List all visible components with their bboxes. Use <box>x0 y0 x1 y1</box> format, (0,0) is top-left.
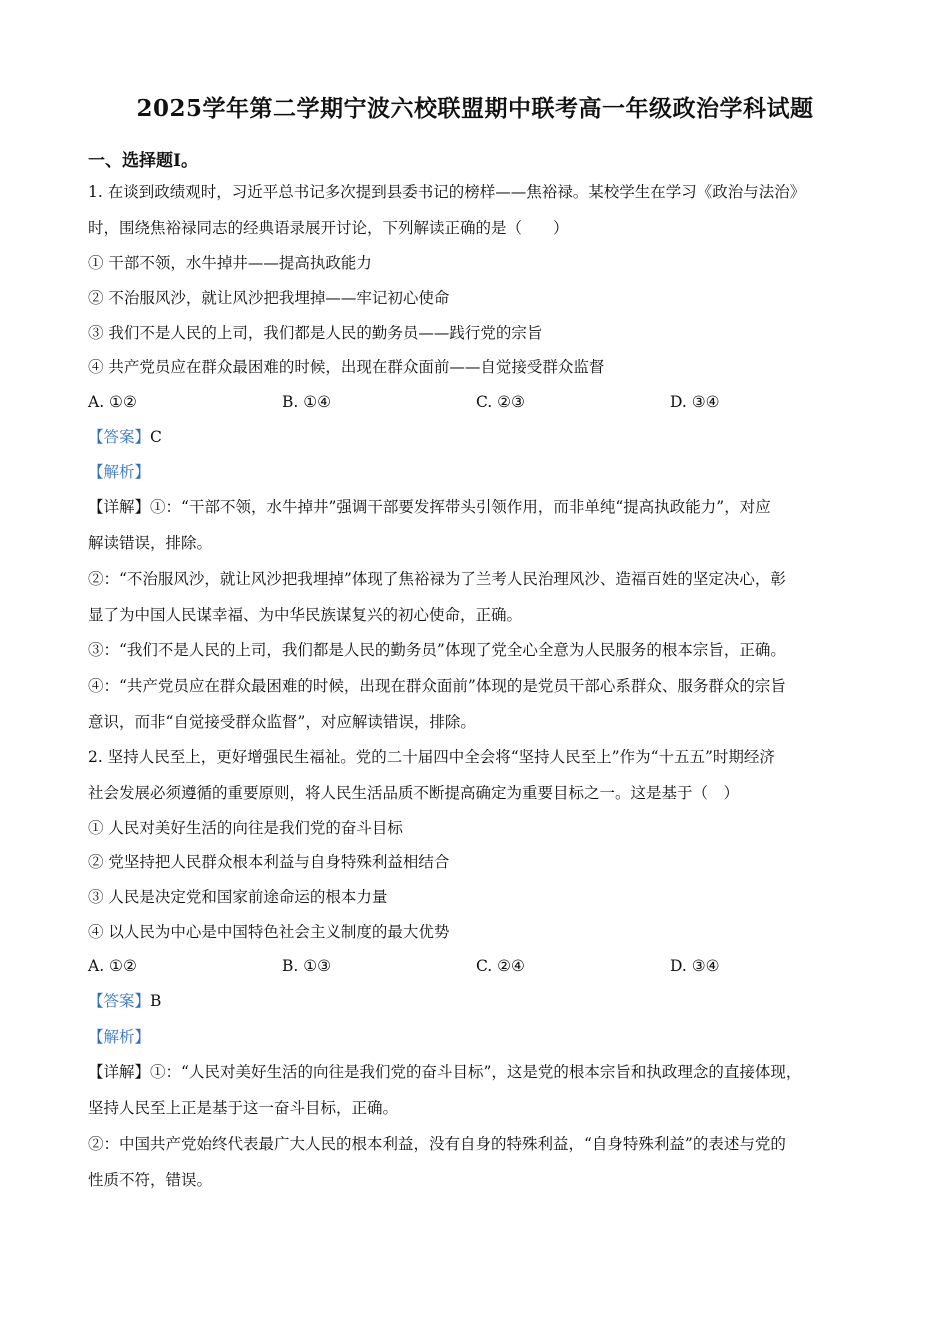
q1-detail-line6: ④：“共产党员应在群众最困难的时候，出现在群众面前”体现的是党员干部心系群众、服务群众的宗旨 <box>88 677 786 695</box>
answer-value: C <box>150 428 162 446</box>
q1-detail-line3: ②：“不治服风沙，就让风沙把我埋掉”体现了焦裕禄为了兰考人民治理风沙、造福百姓的坚定决心，彰 <box>88 570 786 588</box>
q2-analysis-tag: 【解析】 <box>88 1028 151 1046</box>
q1-answer <box>88 427 162 447</box>
q1-analysis-tag: 【解析】 <box>88 463 151 481</box>
q2-item-1: ① 人民对美好生活的向往是我们党的奋斗目标 <box>88 819 403 837</box>
detail-text: ①：“人民对美好生活的向往是我们党的奋斗目标”，这是党的根本宗旨和执政理念的直接体现， <box>150 1063 802 1081</box>
answer-value: B <box>150 992 162 1010</box>
q1-item-3: ③ 我们不是人民的上司，我们都是人民的勤务员——践行党的宗旨 <box>88 324 543 342</box>
q2-detail-line2: 坚持人民至上正是基于这一奋斗目标，正确。 <box>88 1099 399 1117</box>
page-title: 2025学年第二学期宁波六校联盟期中联考高一年级政治学科试题 <box>136 95 814 122</box>
q1-detail-line1 <box>88 497 771 517</box>
q1-option-b: B. ①④ <box>282 393 332 411</box>
q1-detail-line4: 显了为中国人民谋幸福、为中华民族谋复兴的初心使命，正确。 <box>88 606 523 624</box>
q1-option-d: D. ③④ <box>670 393 720 411</box>
q2-stem-line2: 社会发展必须遵循的重要原则，将人民生活品质不断提高确定为重要目标之一。这是基于（ ） <box>88 784 740 802</box>
q2-option-b: B. ①③ <box>282 957 332 975</box>
q1-item-2: ② 不治服风沙，就让风沙把我埋掉——牢记初心使命 <box>88 289 450 307</box>
answer-tag: 【答案】 <box>88 428 151 446</box>
detail-tag: 【详解】 <box>88 1063 151 1081</box>
q1-detail-line5: ③：“我们不是人民的上司，我们都是人民的勤务员”体现了党全心全意为人民服务的根本宗旨，正确。 <box>88 641 786 659</box>
q2-option-a: A. ①② <box>88 957 137 975</box>
q2-detail-line3: ②：中国共产党始终代表最广大人民的根本利益，没有自身的特殊利益，“自身特殊利益”的表述与党的 <box>88 1135 786 1153</box>
q1-item-1: ① 干部不领，水牛掉井——提高执政能力 <box>88 254 372 272</box>
q2-stem-line1: 2. 坚持人民至上，更好增强民生福祉。党的二十届四中全会将“坚持人民至上”作为“十五五”时期经济 <box>88 748 775 766</box>
q2-detail-line4: 性质不符，错误。 <box>88 1171 213 1189</box>
q2-item-3: ③ 人民是决定党和国家前途命运的根本力量 <box>88 888 388 906</box>
detail-text: ①：“干部不领，水牛掉井”强调干部要发挥带头引领作用，而非单纯“提高执政能力”，对应 <box>150 498 771 516</box>
q2-option-c: C. ②④ <box>476 957 525 975</box>
answer-tag: 【答案】 <box>88 992 151 1010</box>
q2-item-4: ④ 以人民为中心是中国特色社会主义制度的最大优势 <box>88 923 450 941</box>
q2-option-d: D. ③④ <box>670 957 720 975</box>
q2-item-2: ② 党坚持把人民群众根本利益与自身特殊利益相结合 <box>88 853 450 871</box>
detail-tag: 【详解】 <box>88 498 151 516</box>
section-heading: 一、选择题Ⅰ。 <box>88 151 198 171</box>
q1-item-4: ④ 共产党员应在群众最困难的时候，出现在群众面前——自觉接受群众监督 <box>88 358 605 376</box>
q1-option-a: A. ①② <box>88 393 137 411</box>
q1-option-c: C. ②③ <box>476 393 525 411</box>
q1-detail-line7: 意识，而非“自觉接受群众监督”，对应解读错误，排除。 <box>88 713 476 731</box>
q2-detail-line1 <box>88 1062 801 1082</box>
q2-answer <box>88 991 161 1011</box>
q1-detail-line2: 解读错误，排除。 <box>88 534 213 552</box>
q1-stem-line2: 时，围绕焦裕禄同志的经典语录展开讨论，下列解读正确的是（ ） <box>88 219 569 237</box>
q1-stem-line1: 1. 在谈到政绩观时，习近平总书记多次提到县委书记的榜样——焦裕禄。某校学生在学习《政治与法治》 <box>88 183 806 201</box>
